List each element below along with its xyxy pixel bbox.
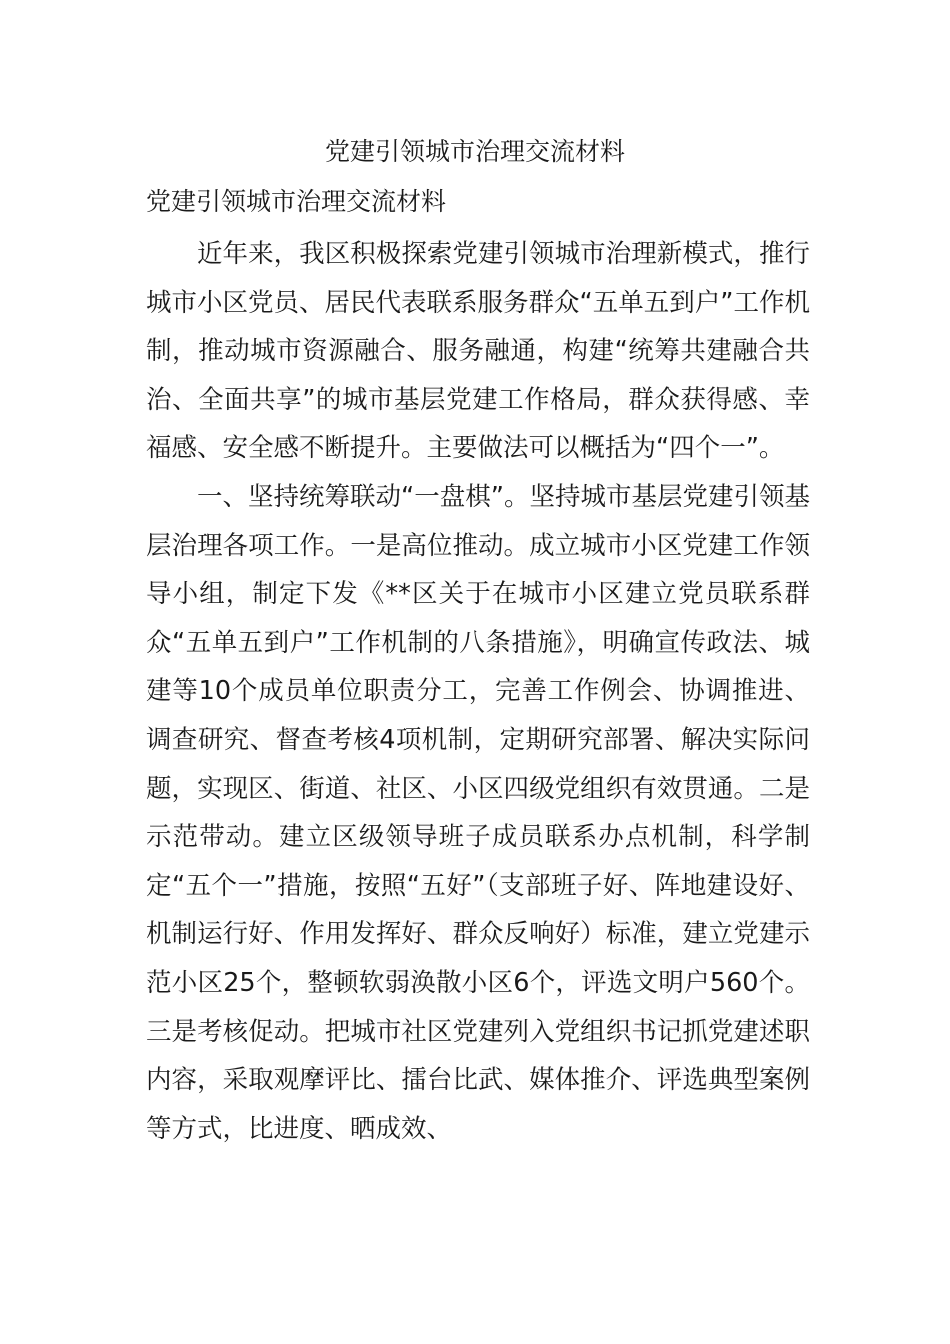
document-title: 党建引领城市治理交流材料 (324, 137, 625, 166)
document-body (146, 230, 810, 1153)
document-subtitle: 党建引领城市治理交流材料 (146, 187, 447, 216)
paragraph-intro: 近年来，我区积极探索党建引领城市治理新模式，推行城市小区党员、居民代表联系服务群众“五单五到户”工作机制，推动城市资源融合、服务融通，构建“统筹共建融合共治、全面共享”的城市基层党建工作格局，群众获得感、幸福感、安全感不断提升。主要做法可以概括为“四个一”。 (146, 239, 810, 464)
paragraph-section-one: 一、坚持统筹联动“一盘棋”。坚持城市基层党建引领基层治理各项工作。一是高位推动。成立城市小区党建工作领导小组，制定下发《**区关于在城市小区建立党员联系群众“五单五到户”工作机制的八条措施》，明确宣传政法、城建等10个成员单位职责分工，完善工作例会、协调推进、调查研究、督查考核4项机制，定期研究部署、解决实际问题，实现区、街道、社区、小区四级党组织有效贯通。二是示范带动。建立区级领导班子成员联系办点机制，科学制定“五个一”措施，按照“五好”（支部班子好、阵地建设好、机制运行好、作用发挥好、群众反响好）标准，建立党建示范小区25个，整顿软弱涣散小区6个，评选文明户560个。三是考核促动。把城市社区党建列入党组织书记抓党建述职内容，采取观摩评比、擂台比武、媒体推介、评选典型案例等方式，比进度、晒成效、 (146, 481, 810, 1144)
